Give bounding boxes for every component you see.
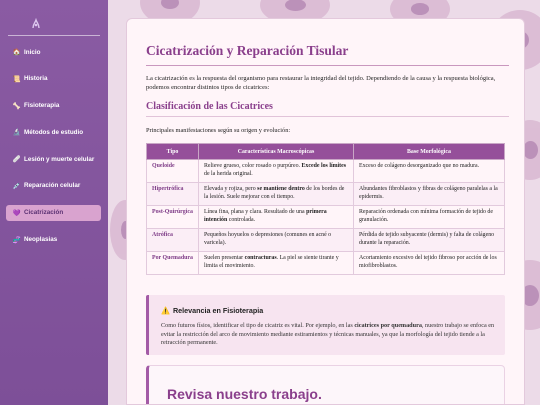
cell-base: Acortamiento excesivo del tejido fibroso por acción de los miofibroblastos.	[354, 252, 505, 275]
table-row	[147, 229, 505, 252]
cell-type: Por Quemadura	[147, 252, 199, 275]
cell-type: Queloide	[147, 160, 199, 183]
cell-macro: Suelen presentar contracturas. La piel se siente tirante y limita el movimiento.	[199, 252, 354, 275]
sidebar-item-fisioterapia[interactable]	[6, 98, 101, 114]
sidebar-item-neoplasias[interactable]	[6, 232, 101, 248]
sidebar-item-cicatrización[interactable]	[6, 205, 101, 221]
sidebar-nav	[6, 44, 101, 258]
cell-macro: Pequeños hoyuelos o depresiones (comunes en acné o varicela).	[199, 229, 354, 252]
cell-type: Hipertrófica	[147, 183, 199, 206]
scar-classification-table	[146, 143, 505, 275]
bandage-icon: 🩹	[12, 156, 21, 164]
cell-macro: Línea fina, plana y clara. Resultado de una primera intención controlada.	[199, 206, 354, 229]
dna-icon: 🧬	[12, 236, 21, 244]
section-divider	[146, 116, 509, 117]
sidebar-item-label: Métodos de estudio	[24, 128, 84, 136]
sidebar-item-lesión-y-muerte-celular[interactable]	[6, 151, 101, 167]
note-title: Relevancia en Fisioterapia	[172, 306, 264, 315]
sidebar	[0, 0, 108, 405]
table-row	[147, 206, 505, 229]
sidebar-divider	[8, 35, 100, 36]
cell-type: Post-Quirúrgica	[147, 206, 199, 229]
tissue-logo-icon	[30, 18, 42, 30]
warning-icon: ⚠️	[161, 306, 170, 315]
page-title: Cicatrización y Reparación Tisular	[146, 43, 349, 58]
note-text: Como futuros físios, identificar el tipo de cicatriz es vital. Por ejemplo, en las cicatrices por quemadura, nuestro trabajo se enfoca en evitar la restricción del arco de movimiento mediante estiramientos y técnicas manuales, ya que la morfología del tejido tiende a la retracción permanente.	[161, 322, 495, 347]
sidebar-item-label: Historia	[24, 75, 48, 83]
cell-type: Atrófica	[147, 229, 199, 252]
table-row	[147, 252, 505, 275]
table-header-macro: Características Macroscópicas	[199, 144, 354, 160]
physio-relevance-note	[146, 295, 505, 355]
content-card	[126, 18, 525, 405]
sidebar-item-label: Lesión y muerte celular	[24, 155, 95, 163]
cell-macro: Relieve grueso, color rosado o purpúreo. Excede los límites de la herida original.	[199, 160, 354, 183]
microscope-icon: 🔬	[12, 129, 21, 137]
sidebar-item-label: Reparación celular	[24, 182, 81, 190]
sidebar-item-historia[interactable]	[6, 71, 101, 87]
section-title: Clasificación de las Cicatrices	[146, 101, 273, 112]
table-row	[147, 183, 505, 206]
title-divider	[146, 65, 509, 66]
table-header-type: Tipo	[147, 144, 199, 160]
sidebar-item-reparación-celular[interactable]	[6, 178, 101, 194]
sidebar-item-métodos-de-estudio[interactable]	[6, 124, 101, 140]
cell-macro: Elevada y rojiza, pero se mantiene dentro de los bordes de la lesión. Suele mejorar con el tiempo.	[199, 183, 354, 206]
bone-icon: 🦴	[12, 102, 21, 110]
review-section	[146, 365, 505, 405]
cell-base: Reparación ordenada con mínima formación de tejido de granulación.	[354, 206, 505, 229]
section-lead: Principales manifestaciones según su origen y evolución:	[146, 127, 291, 134]
cell-base: Abundantes fibroblastos y fibras de colágeno paralelas a la epidermis.	[354, 183, 505, 206]
sidebar-item-label: Fisioterapia	[24, 102, 60, 110]
intro-paragraph: La cicatrización es la respuesta del organismo para restaurar la integridad del tejido. Dependiendo de la causa y la respuesta biológica, podemos encontrar distintos tipos de cicatrices:	[146, 75, 496, 91]
syringe-icon: 💉	[12, 182, 21, 190]
sidebar-item-label: Inicio	[24, 48, 41, 56]
sidebar-item-label: Cicatrización	[24, 209, 64, 217]
scroll-icon: 📜	[12, 75, 21, 83]
review-title: Revisa nuestro trabajo.	[167, 386, 322, 402]
heart-icon: 💜	[12, 209, 21, 217]
table-row	[147, 160, 505, 183]
home-icon: 🏠	[12, 49, 21, 56]
sidebar-item-inicio[interactable]	[6, 44, 101, 60]
sidebar-item-label: Neoplasias	[24, 236, 58, 244]
cell-base: Exceso de colágeno desorganizado que no madura.	[354, 160, 505, 183]
table-header-base: Base Morfológica	[354, 144, 505, 160]
cell-base: Pérdida de tejido subyacente (dermis) y falta de colágeno durante la reparación.	[354, 229, 505, 252]
